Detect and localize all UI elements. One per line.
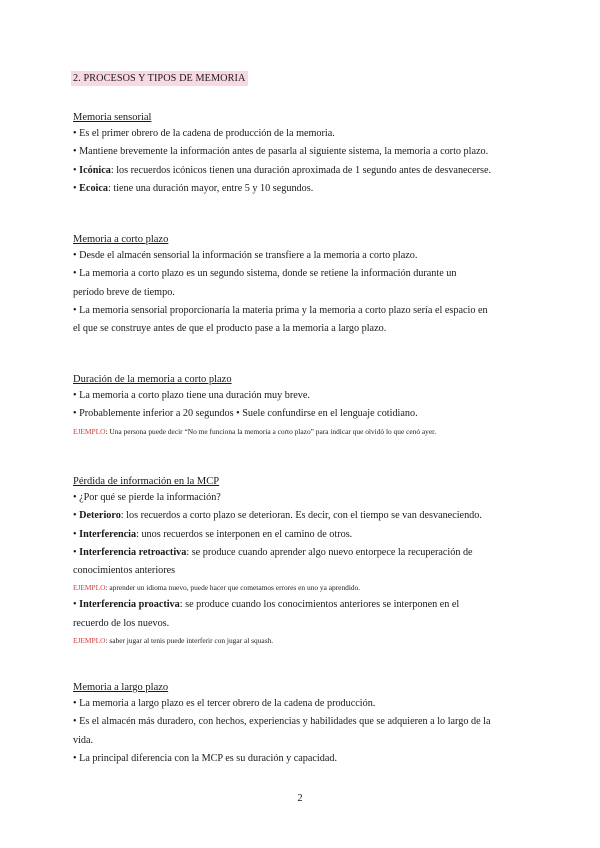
paragraph-line: • Interferencia: unos recuerdos se interponen en el camino de otros. bbox=[73, 528, 353, 540]
bold-term: Interferencia retroactiva bbox=[79, 546, 187, 558]
example-label: EJEMPLO bbox=[73, 583, 106, 593]
paragraph-line: • Interferencia proactiva: se produce cuando los conocimientos anteriores se interponen en el bbox=[73, 599, 460, 611]
subheading-memoria-largo-plazo: Memoria a largo plazo bbox=[73, 682, 169, 693]
paragraph-line: • Mantiene brevemente la información antes de pasarla al siguiente sistema, la memoria a corto plazo. bbox=[73, 146, 489, 158]
section-memoria-sensorial bbox=[73, 110, 533, 198]
paragraph-line: • Desde el almacén sensorial la información se transfiere a la memoria a corto plazo. bbox=[73, 250, 418, 261]
paragraph-line: • La memoria a largo plazo es el tercer obrero de la cadena de producción. bbox=[73, 698, 376, 709]
paragraph-line: conocimientos anteriores bbox=[73, 565, 176, 577]
section-perdida-informacion bbox=[73, 474, 533, 649]
paragraph-line: vida. bbox=[73, 734, 94, 746]
paragraph-line: • Probablemente inferior a 20 segundos • Suele confundirse en el lenguaje cotidiano. bbox=[73, 408, 418, 420]
subheading-memoria-corto-plazo: Memoria a corto plazo bbox=[73, 234, 169, 245]
bold-term: Icónica bbox=[79, 164, 111, 176]
example-note: EJEMPLO: aprender un idioma nuevo, puede hacer que cometamos errores en uno ya aprendido. bbox=[73, 583, 361, 593]
paragraph-line: • Es el primer obrero de la cadena de producción de la memoria. bbox=[73, 128, 335, 139]
section-title: 2. PROCESOS Y TIPOS DE MEMORIA bbox=[71, 71, 248, 86]
example-label: EJEMPLO bbox=[73, 636, 106, 646]
paragraph-line: • ¿Por qué se pierde la información? bbox=[73, 492, 221, 503]
paragraph-line: • Es el almacén más duradero, con hechos, experiencias y habilidades que se adquieren a lo largo de la bbox=[73, 716, 491, 728]
subheading-perdida-informacion: Pérdida de información en la MCP bbox=[73, 476, 220, 487]
section-memoria-corto-plazo bbox=[73, 232, 533, 338]
section-memoria-largo-plazo bbox=[73, 680, 533, 768]
paragraph-line: • Deterioro: los recuerdos a corto plazo se deterioran. Es decir, con el tiempo se van desvaneciendo. bbox=[73, 510, 482, 522]
subheading-memoria-sensorial: Memoria sensorial bbox=[73, 112, 152, 123]
paragraph-line: • Ecoica: tiene una duración mayor, entre 5 y 10 segundos. bbox=[73, 182, 314, 194]
subheading-duracion-mcp: Duración de la memoria a corto plazo bbox=[73, 374, 232, 385]
bold-term: Deterioro bbox=[79, 510, 121, 522]
paragraph-line: • La principal diferencia con la MCP es su duración y capacidad. bbox=[73, 752, 338, 764]
paragraph-line: período breve de tiempo. bbox=[73, 286, 175, 298]
section-duracion-mcp bbox=[73, 372, 533, 440]
paragraph-line: • Icónica: los recuerdos icónicos tienen una duración aproximada de 1 segundo antes de desvanecerse. bbox=[73, 164, 492, 176]
paragraph-line: • La memoria a corto plazo es un segundo sistema, donde se retiene la información durante un bbox=[73, 268, 457, 280]
example-note: EJEMPLO: Una persona puede decir “No me funciona la memoria a corto plazo” para indicar que olvidó lo que cenó ayer. bbox=[73, 426, 437, 436]
bold-term: Interferencia bbox=[79, 528, 137, 540]
paragraph-line: recuerdo de los nuevos. bbox=[73, 617, 170, 629]
example-note: EJEMPLO: saber jugar al tenis puede interferir con jugar al squash. bbox=[73, 636, 274, 646]
page-number: 2 bbox=[297, 793, 303, 804]
paragraph-line: • La memoria a corto plazo tiene una duración muy breve. bbox=[73, 390, 310, 401]
bold-term: Ecoica bbox=[79, 182, 108, 194]
paragraph-line: • Interferencia retroactiva: se produce cuando aprender algo nuevo entorpece la recuperación de bbox=[73, 546, 473, 558]
example-label: EJEMPLO bbox=[73, 426, 106, 436]
bold-term: Interferencia proactiva bbox=[79, 599, 180, 611]
paragraph-line: • La memoria sensorial proporcionaría la materia prima y la memoria a corto plazo sería el espacio en bbox=[73, 304, 488, 316]
paragraph-line: el que se construye antes de que el producto pase a la memoria a largo plazo. bbox=[73, 323, 387, 335]
